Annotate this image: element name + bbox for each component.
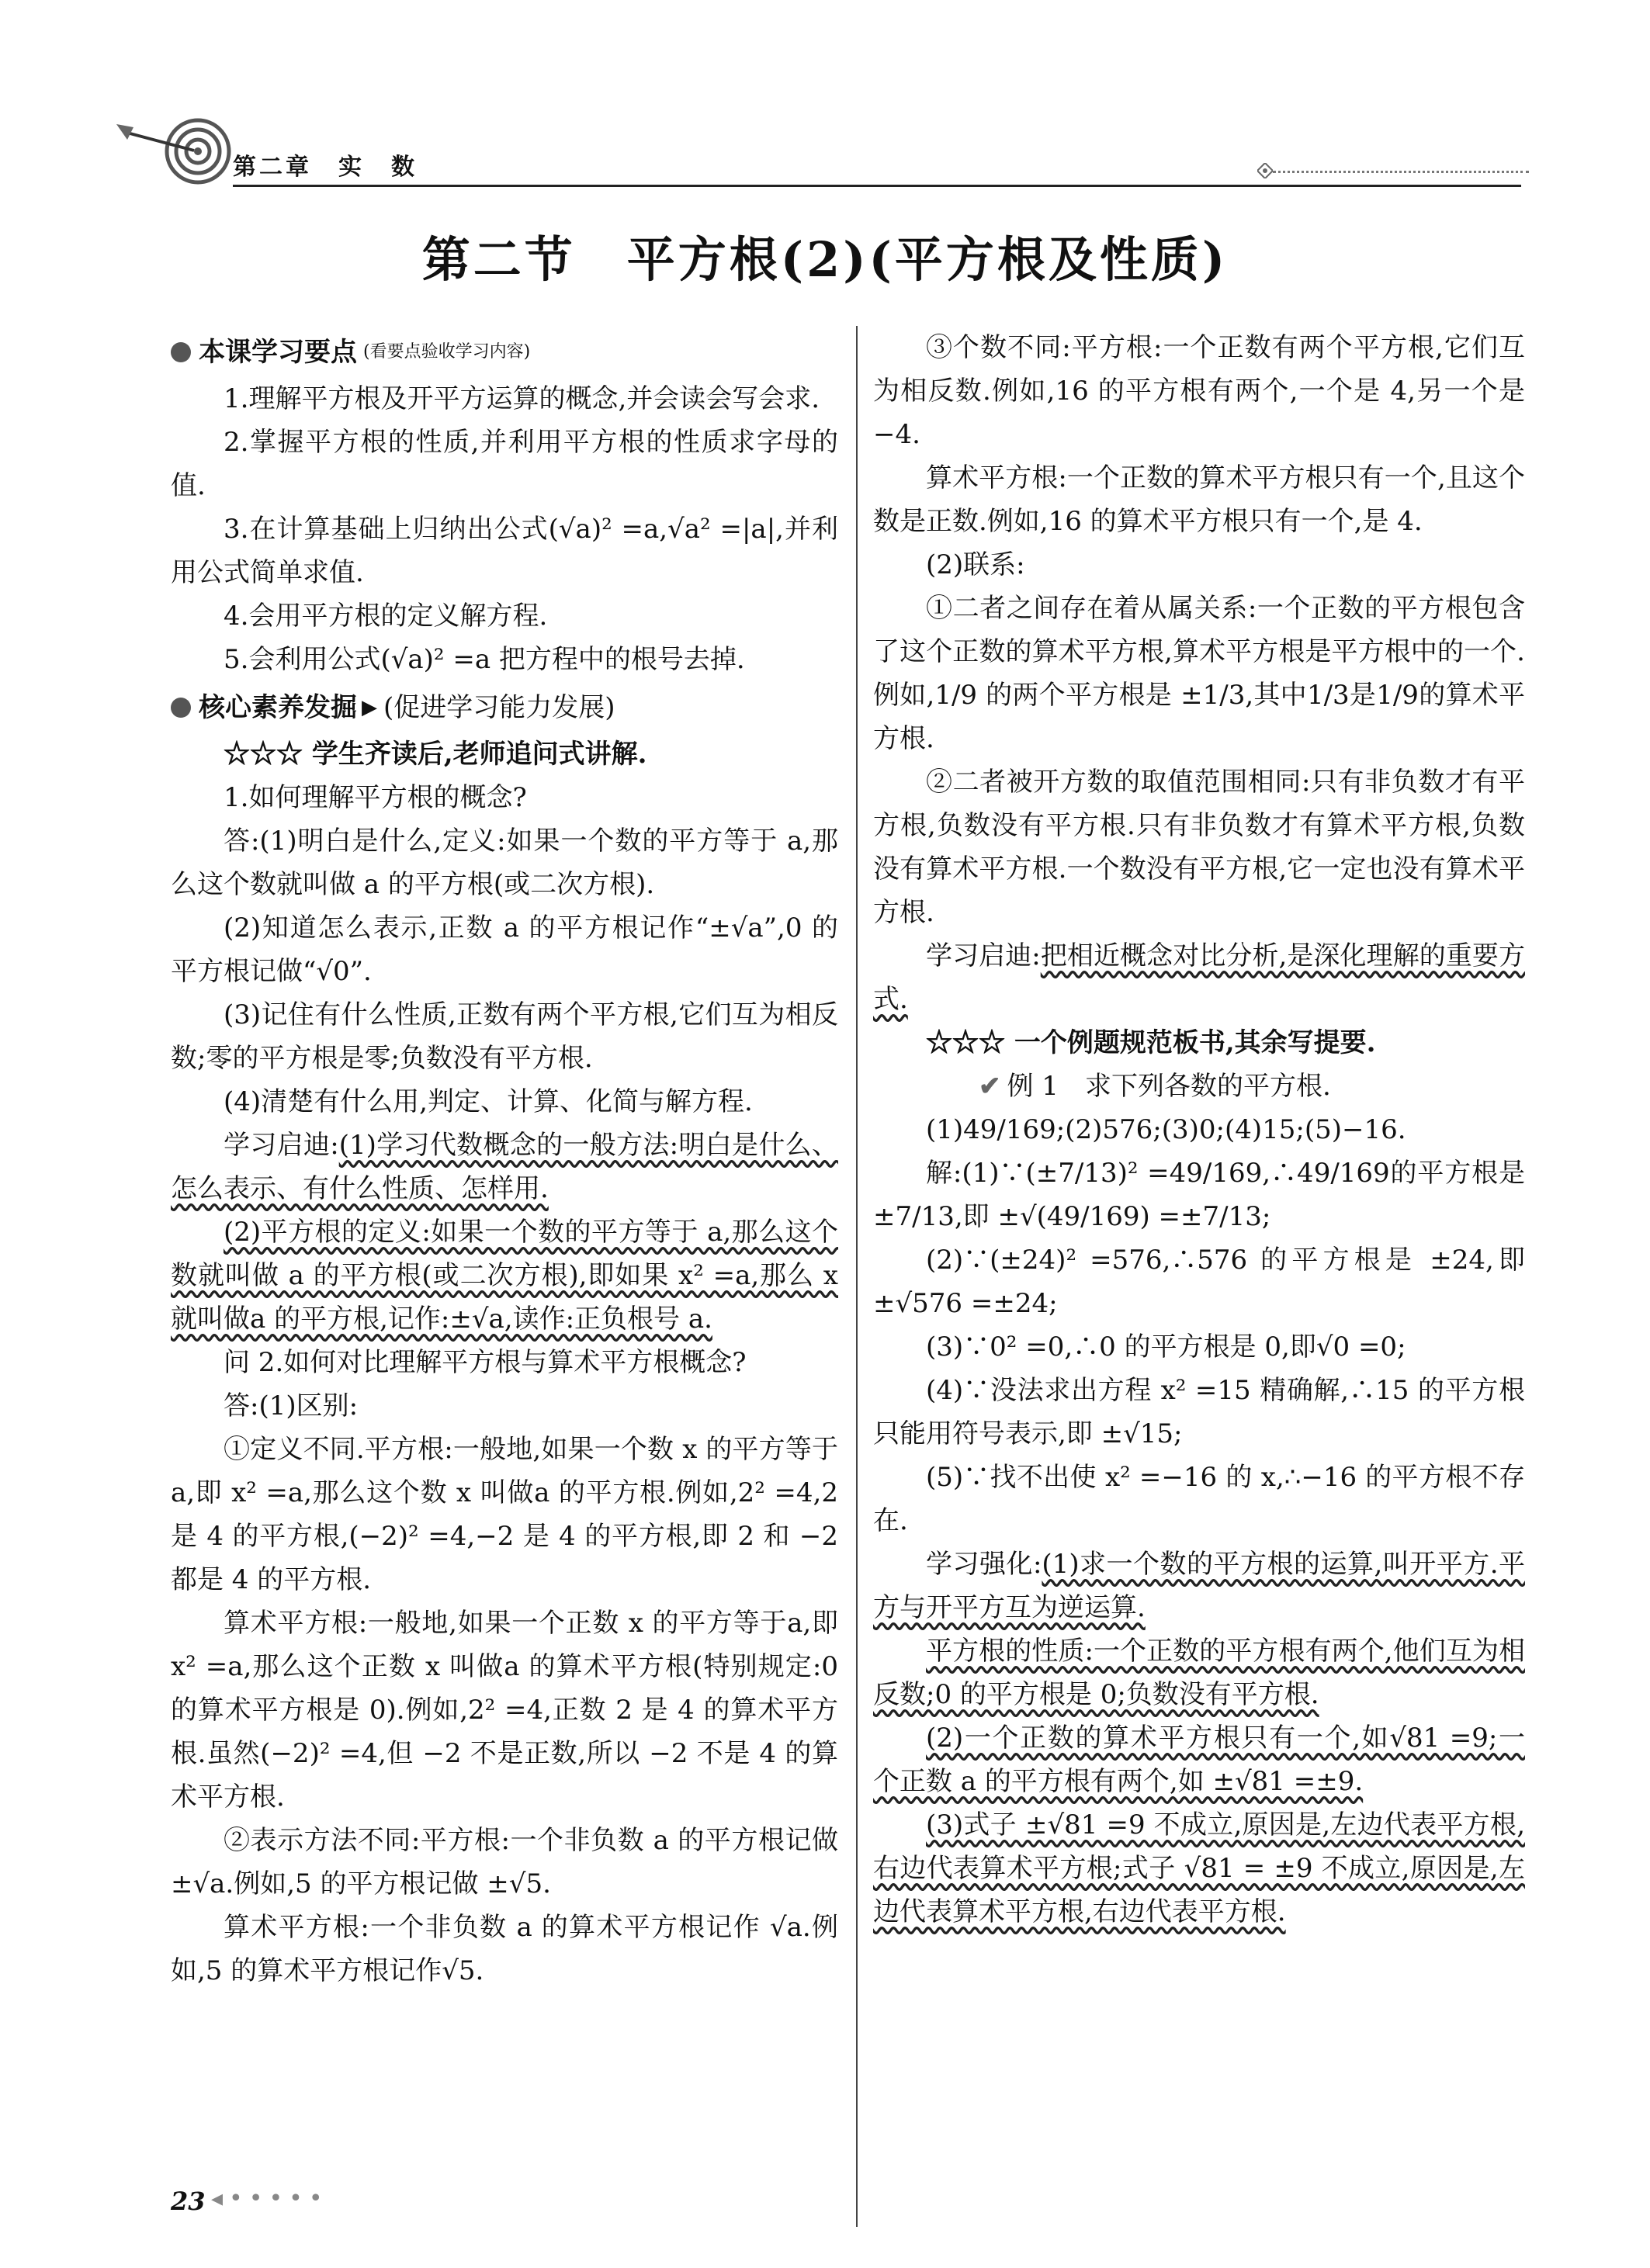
page-header	[116, 116, 1529, 186]
question: 1.如何理解平方根的概念?	[224, 782, 527, 813]
answer-paragraph: 算术平方根:一般地,如果一个正数 x 的平方等于a,即 x² =a,那么这个正数 x 叫做a 的算术平方根(特别规定:0 的算术平方根是 0).例如,2² =4,正数 2 是 4 的算术平方根.虽然(−2)² =4,但 −2 不是正数,所以 −2 不是 4 的算术平方根.	[171, 1608, 838, 1813]
insight-definition: (2)平方根的定义:如果一个数的平方等于 a,那么这个数就叫做 a 的平方根(或二次方根),即如果 x² =a,那么 x 就叫做a 的平方根,记作:±√a,读作:正负根号 a.	[171, 1217, 838, 1335]
answer-paragraph: (4)清楚有什么用,判定、计算、化简与解方程.	[224, 1086, 753, 1117]
header-rule	[233, 185, 1521, 187]
instruction-line: ☆☆☆ 学生齐读后,老师追问式讲解.	[224, 739, 647, 770]
objective-item: 2.掌握平方根的性质,并利用平方根的性质求字母的值.	[171, 427, 838, 501]
answer-paragraph: 算术平方根:一个非负数 a 的算术平方根记作 √a.例如,5 的算术平方根记作√5.	[171, 1912, 838, 1986]
header-dotted-rule	[1273, 171, 1529, 173]
reinforce-paragraph: 学习强化:(1)求一个数的平方根的运算,叫开平方.平方与开平方互为逆运算.	[873, 1549, 1525, 1623]
solution-line: (2)∵(±24)² =576,∴576 的平方根是 ±24,即 ±√576 =±24;	[873, 1245, 1525, 1319]
core-heading: 核心素养发掘 ▶ (促进学习能力发展)	[171, 686, 838, 729]
column-divider	[856, 326, 858, 2227]
answer-paragraph: 算术平方根:一个正数的算术平方根只有一个,且这个数是正数.例如,16 的算术平方根只有一个,是 4.	[873, 462, 1525, 537]
left-column	[171, 326, 838, 1993]
objective-item: 1.理解平方根及开平方运算的概念,并会读会写会求.	[224, 383, 820, 414]
right-column	[873, 326, 1525, 1934]
solution-line: 解:(1)∵(±7/13)² =49/169,∴49/169的平方根是 ±7/13,即 ±√(49/169) =±7/13;	[873, 1158, 1525, 1232]
solution-line: (4)∵没法求出方程 x² =15 精确解,∴15 的平方根只能用符号表示,即 ±√15;	[873, 1375, 1525, 1449]
insight-paragraph: 学习启迪:(1)学习代数概念的一般方法:明白是什么、怎么表示、有什么性质、怎样用.	[171, 1130, 838, 1204]
diamond-icon	[1257, 163, 1273, 178]
page-number: 23	[171, 2187, 206, 2216]
answer-paragraph: ①定义不同.平方根:一般地,如果一个数 x 的平方等于a,即 x² =a,那么这个数 x 叫做a 的平方根.例如,2² =4,2 是 4 的平方根,(−2)² =4,−2 是 4 的平方根,即 2 和 −2 都是 4 的平方根.	[171, 1434, 838, 1595]
reinforce-property: 平方根的性质:一个正数的平方根有两个,他们互为相反数;0 的平方根是 0;负数没有平方根.	[873, 1636, 1525, 1710]
answer-paragraph: (2)联系:	[926, 549, 1025, 580]
question: 问 2.如何对比理解平方根与算术平方根概念?	[224, 1347, 747, 1378]
solution-line: (5)∵找不出使 x² =−16 的 x,∴−16 的平方根不存在.	[873, 1462, 1525, 1536]
objectives-heading: 本课学习要点 (看要点验收学习内容)	[171, 331, 838, 374]
page-dots: ◂•••••	[211, 2185, 329, 2212]
answer-paragraph: ①二者之间存在着从属关系:一个正数的平方根包含了这个正数的算术平方根,算术平方根是平方根中的一个.例如,1/9 的两个平方根是 ±1/3,其中1/3是1/9的算术平方根.	[873, 593, 1525, 754]
answer-paragraph: (2)知道怎么表示,正数 a 的平方根记作“±√a”,0 的平方根记做“√0”.	[171, 912, 838, 987]
answer-paragraph: ③个数不同:平方根:一个正数有两个平方根,它们互为相反数.例如,16 的平方根有两个,一个是 4,另一个是 −4.	[873, 332, 1525, 450]
example-items: (1)49/169;(2)576;(3)0;(4)15;(5)−16.	[926, 1114, 1406, 1145]
chapter-label: 第二章 实 数	[233, 154, 418, 181]
objective-item: 5.会利用公式(√a)² =a 把方程中的根号去掉.	[224, 644, 745, 675]
objective-item: 4.会用平方根的定义解方程.	[224, 601, 548, 632]
answer-paragraph: ②二者被开方数的取值范围相同:只有非负数才有平方根,负数没有平方根.只有非负数才有算术平方根,负数没有算术平方根.一个数没有平方根,它一定也没有算术平方根.	[873, 767, 1525, 928]
reinforce-item: (3)式子 ±√81 =9 不成立,原因是,左边代表平方根,右边代表算术平方根;式子 √81 = ±9 不成立,原因是,左边代表算术平方根,右边代表平方根.	[873, 1809, 1525, 1927]
solution-line: (3)∵0² =0,∴0 的平方根是 0,即√0 =0;	[926, 1331, 1406, 1363]
example-heading: ✔ 例 1 求下列各数的平方根.	[873, 1065, 1525, 1108]
target-dart-icon	[116, 116, 233, 186]
check-icon: ✔	[979, 1071, 1001, 1102]
answer-paragraph: 答:(1)区别:	[224, 1390, 359, 1421]
page-title: 第二节 平方根(2)(平方根及性质)	[421, 231, 1229, 288]
answer-paragraph: ②表示方法不同:平方根:一个非负数 a 的平方根记做 ±√a.例如,5 的平方根记做 ±√5.	[171, 1825, 838, 1899]
section-bullet-icon	[171, 698, 191, 718]
objective-item: 3.在计算基础上归纳出公式(√a)² =a,√a² =|a|,并利用公式简单求值.	[171, 514, 838, 588]
answer-paragraph: (3)记住有什么性质,正数有两个平方根,它们互为相反数;零的平方根是零;负数没有平方根.	[171, 999, 838, 1074]
insight-paragraph: 学习启迪:把相近概念对比分析,是深化理解的重要方式.	[873, 940, 1525, 1015]
reinforce-item: (2)一个正数的算术平方根只有一个,如√81 =9;一个正数 a 的平方根有两个,如 ±√81 =±9.	[873, 1723, 1525, 1797]
instruction-line: ☆☆☆ 一个例题规范板书,其余写提要.	[926, 1027, 1376, 1058]
section-bullet-icon	[171, 342, 191, 362]
play-arrow-icon: ▶	[362, 696, 377, 719]
answer-paragraph: 答:(1)明白是什么,定义:如果一个数的平方等于 a,那么这个数就叫做 a 的平方根(或二次方根).	[171, 826, 838, 900]
